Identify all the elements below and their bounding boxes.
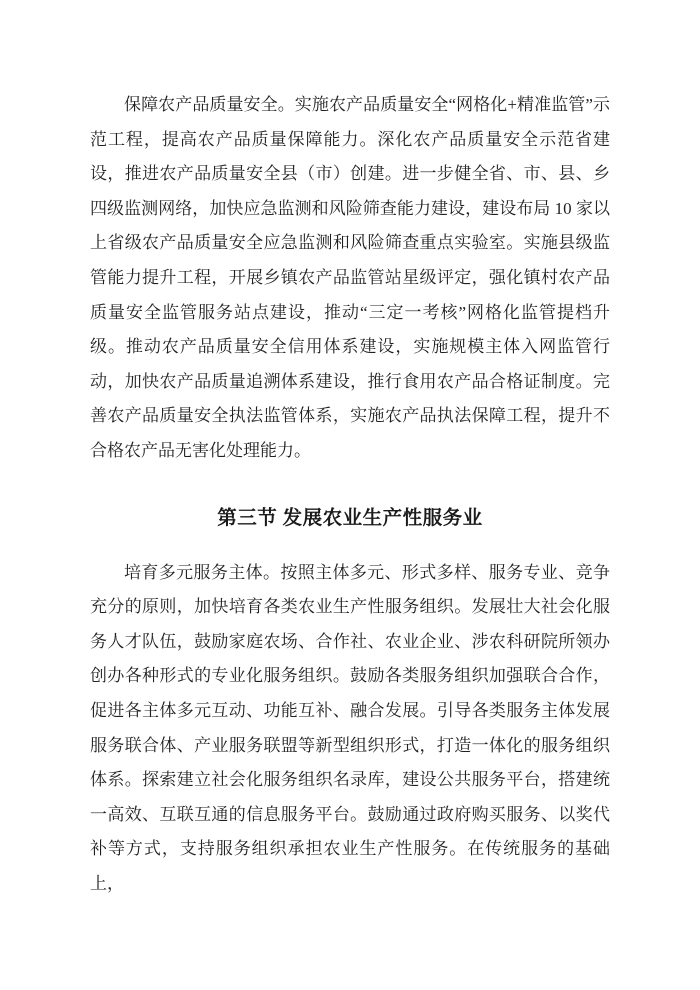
section-heading: 第三节 发展农业生产性服务业: [217, 507, 483, 529]
paragraph-quality-safety: 保障农产品质量安全。实施农产品质量安全“网格化+精准监管”示范工程，提高农产品质量保障能力。深化农产品质量安全示范省建设，推进农产品质量安全县（市）创建。进一步健全省、市、县、乡四级监测网络，加快应急监测和风险筛查能力建设，建设布局 10 家以上省级农产品质量安全应急监测和风险筛查重点实验室。实施县级监管能力提升工程，开展乡镇农产品监管站星级评定，强化镇村农产品质量安全监管服务站点建设，推动“三定一考核”网格化监管提档升级。推动农产品质量安全信用体系建设，实施规模主体入网监管行动，加快农产品质量追溯体系建设，推行食用农产品合格证制度。完善农产品质量安全执法监管体系，实施农产品执法保障工程，提升不合格农产品无害化处理能力。: [90, 95, 610, 460]
paragraph-service-industry: 培育多元服务主体。按照主体多元、形式多样、服务专业、竞争充分的原则，加快培育各类农业生产性服务组织。发展壮大社会化服务人才队伍，鼓励家庭农场、合作社、农业企业、涉农科研院所领办创办各种形式的专业化服务组织。鼓励各类服务组织加强联合合作，促进各主体多元互动、功能互补、融合发展。引导各类服务主体发展服务联合体、产业服务联盟等新型组织形式，打造一体化的服务组织体系。探索建立社会化服务组织名录库，建设公共服务平台，搭建统一高效、互联互通的信息服务平台。鼓励通过政府购买服务、以奖代补等方式，支持服务组织承担农业生产性服务。在传统服务的基础上，: [90, 562, 610, 893]
